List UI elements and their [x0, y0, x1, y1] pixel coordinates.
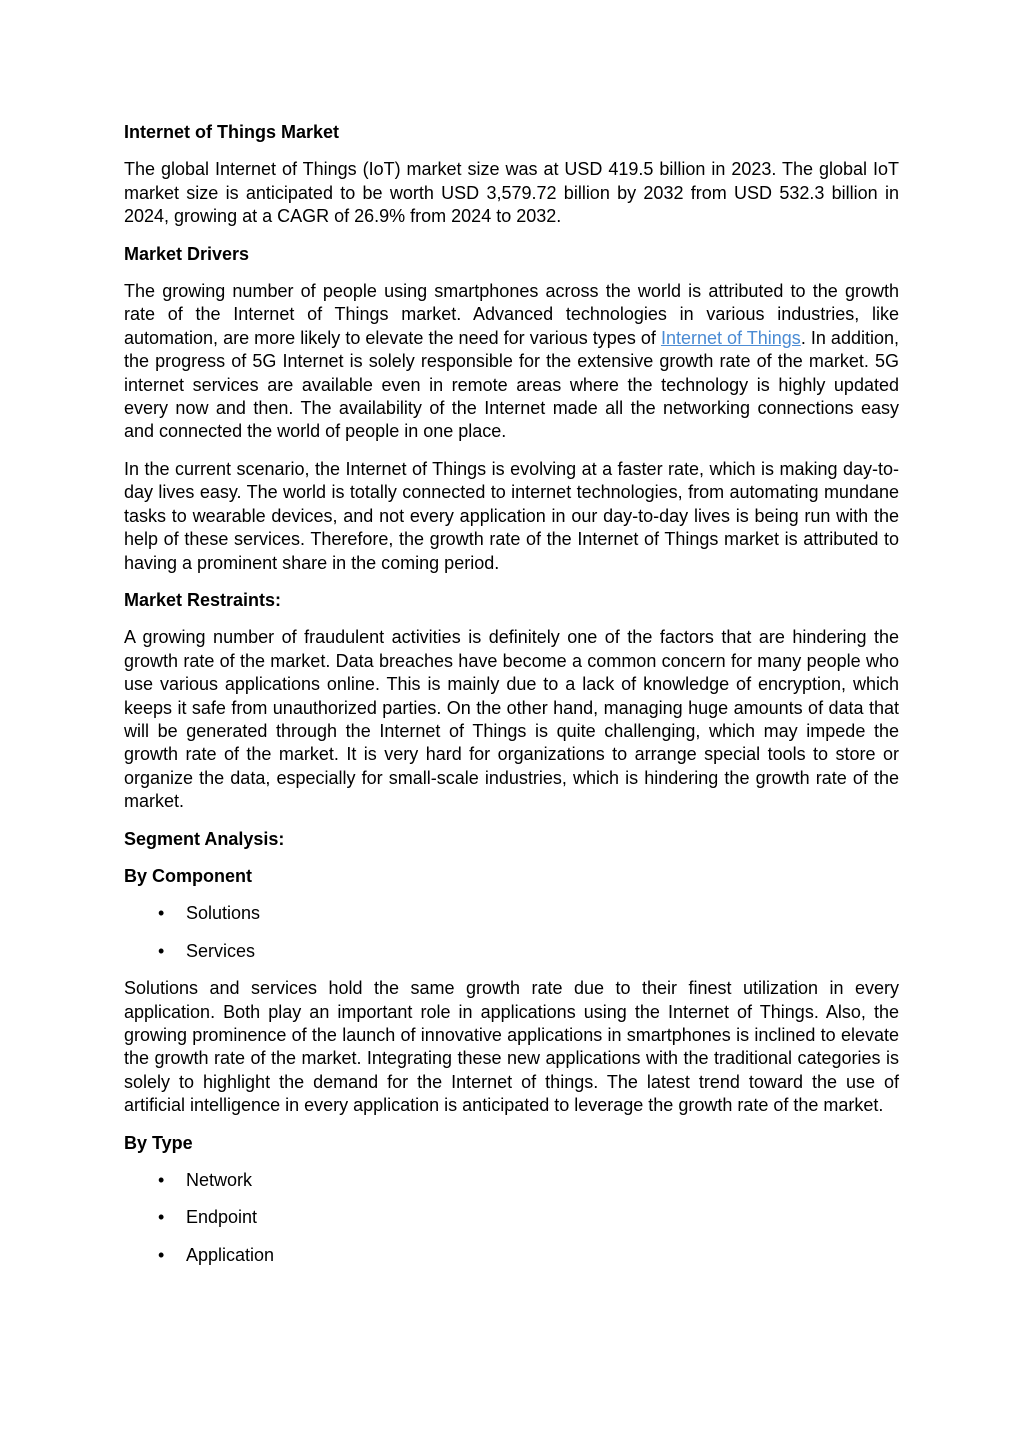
internet-of-things-link[interactable]: Internet of Things: [660, 327, 801, 348]
list-item: [124, 940, 899, 963]
list-item-label: Network: [186, 1170, 253, 1191]
bullet-icon: •: [158, 903, 165, 924]
by-type-heading: By Type: [124, 1132, 193, 1153]
list-item: [124, 1206, 899, 1229]
intro-paragraph: The global Internet of Things (IoT) market size was at USD 419.5 billion in 2023. The global IoT market size is anticipated to be worth USD 3,579.72 billion by 2032 from USD 532.3 billion in 2024, growing at a CAGR of 26.9% from 2024 to 2032.: [124, 159, 899, 227]
list-item: [124, 1244, 899, 1267]
bullet-icon: •: [158, 1207, 165, 1228]
list-item-label: Services: [186, 940, 256, 961]
by-component-heading: By Component: [124, 865, 252, 886]
document-page: [124, 121, 899, 1281]
component-paragraph: Solutions and services hold the same growth rate due to their finest utilization in every application. Both play an important role in applications using the Internet of Things. Also, the growing prominence of the launch of innovative applications in smartphones is inclined to elevate the growth rate of the market. Integrating these new applications with the traditional categories is solely to highlight the demand for the Internet of things. The latest trend toward the use of artificial intelligence in every application is anticipated to leverage the growth rate of the market.: [124, 978, 899, 1116]
list-item-label: Application: [186, 1244, 275, 1265]
drivers-text-before-link: The growing number of people using smartphones across the world is attributed to the growth rate of the Internet of Things market. Advanced technologies in various industries, like automation, are more likely to elevate the need for various types of: [124, 281, 899, 348]
document-title: Internet of Things Market: [124, 122, 340, 142]
list-item-label: Endpoint: [186, 1207, 258, 1228]
market-drivers-paragraph-2: In the current scenario, the Internet of Things is evolving at a faster rate, which is making day-to-day lives easy. The world is totally connected to internet technologies, from automating mundane tasks to wearable devices, and not every application in our day-to-day lives is being run with the help of these services. Therefore, the growth rate of the Internet of Things market is attributed to having a prominent share in the coming period.: [124, 458, 899, 573]
market-restraints-heading: Market Restraints:: [124, 589, 282, 610]
list-item: [124, 902, 899, 925]
bullet-icon: •: [158, 940, 165, 961]
bullet-icon: •: [158, 1170, 165, 1191]
segment-analysis-heading: Segment Analysis:: [124, 828, 285, 849]
market-drivers-heading: Market Drivers: [124, 243, 250, 264]
list-item: [124, 1169, 899, 1192]
component-list: [124, 902, 899, 963]
type-list: [124, 1169, 899, 1267]
market-drivers-paragraph-1: [124, 280, 899, 444]
list-item-label: Solutions: [186, 903, 261, 924]
market-restraints-paragraph: A growing number of fraudulent activities is definitely one of the factors that are hindering the growth rate of the market. Data breaches have become a common concern for many people who use various applications online. This is mainly due to a lack of knowledge of encryption, which keeps it safe from unauthorized parties. On the other hand, managing huge amounts of data that will be generated through the Internet of Things is quite challenging, which may impede the growth rate of the market. It is very hard for organizations to arrange special tools to store or organize the data, especially for small-scale industries, which is hindering the growth rate of the market.: [124, 627, 899, 812]
bullet-icon: •: [158, 1244, 165, 1265]
drivers-text-after-link: . In addition, the progress of 5G Internet is solely responsible for the extensive growth rate of the market. 5G internet services are available even in remote areas where the technology is highly updated every now and then. The availability of the Internet made all the networking connections easy and connected the world of people in one place.: [124, 327, 899, 442]
